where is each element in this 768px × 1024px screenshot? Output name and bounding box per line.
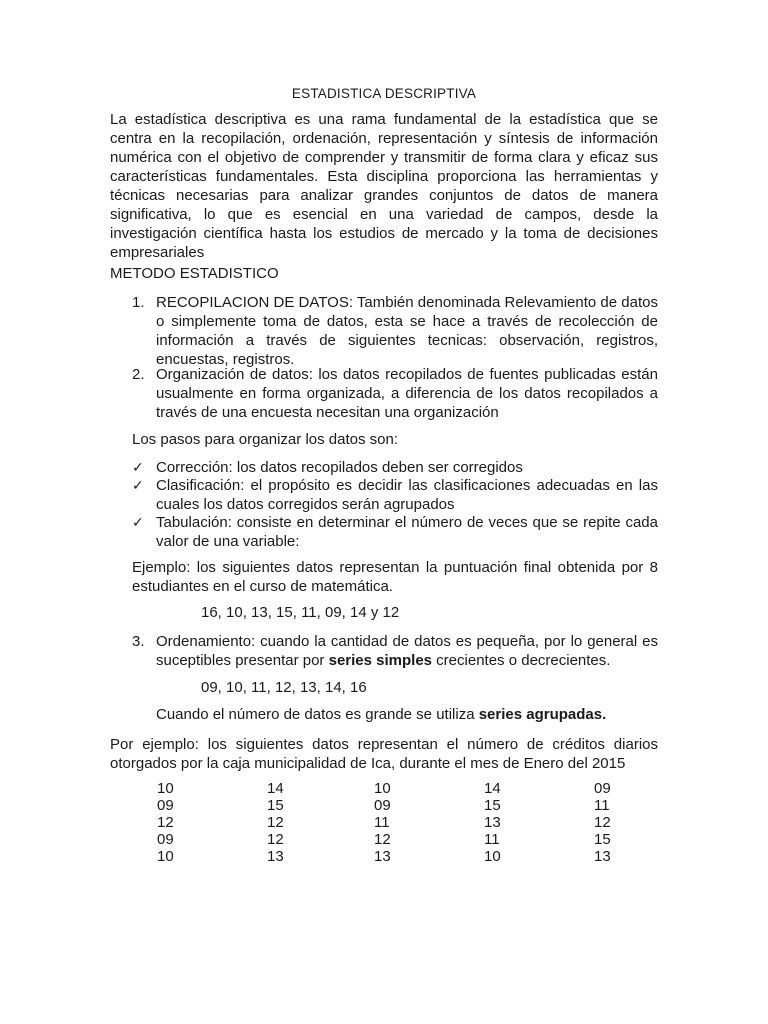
table-row — [157, 831, 634, 848]
numbered-item-2 — [132, 365, 658, 422]
item-text-before: Ordenamiento: cuando la cantidad de datos es pequeña, por lo general es suceptibles presentar por — [156, 633, 658, 669]
credits-table-body — [157, 780, 634, 865]
table-cell: 10 — [484, 848, 501, 865]
table-row — [157, 780, 634, 797]
table-cell: 14 — [267, 780, 284, 797]
credits-table — [157, 780, 634, 865]
table-cell: 12 — [374, 831, 391, 848]
table-cell: 10 — [374, 780, 391, 797]
table-cell: 11 — [374, 814, 390, 831]
check-text: Tabulación: consiste en determinar el número de veces que se repite cada valor de una variable: — [156, 514, 658, 550]
item-text: Organización de datos: los datos recopilados de fuentes publicadas están usualmente en forma organizada, a diferencia de los datos recopilados a través de una encuesta necesitan una organización — [156, 366, 658, 421]
numbered-item-1 — [132, 293, 658, 369]
table-cell: 09 — [374, 797, 391, 814]
item-number: 3. — [132, 633, 145, 650]
table-cell: 15 — [267, 797, 284, 814]
table-cell: 14 — [484, 780, 501, 797]
table-cell: 10 — [157, 848, 174, 865]
item-text-bold: series simples — [328, 652, 433, 669]
check-text: Corrección: los datos recopilados deben ser corregidos — [156, 459, 523, 476]
data-series-ordered: 09, 10, 11, 12, 13, 14, 16 — [201, 679, 367, 696]
table-cell: 09 — [594, 780, 611, 797]
table-cell: 13 — [594, 848, 611, 865]
table-row — [157, 848, 634, 865]
table-cell: 13 — [267, 848, 284, 865]
check-icon: ✓ — [132, 459, 144, 475]
method-heading: METODO ESTADISTICO — [110, 265, 279, 282]
table-row — [157, 797, 634, 814]
example-paragraph: Ejemplo: los siguientes datos representan la puntuación final obtenida por 8 estudiantes en el curso de matemática. — [132, 559, 658, 595]
table-row — [157, 814, 634, 831]
table-cell: 10 — [157, 780, 174, 797]
grouped-bold: series agrupadas. — [478, 706, 607, 723]
intro-paragraph: La estadística descriptiva es una rama fundamental de la estadística que se centra en la recopilación, ordenación, representación y síntesis de información numérica con el objetivo de comprender y transmitir de forma clara y eficaz sus características fundamentales. Esta disciplina proporciona las herramientas y técnicas necesarias para analizar grandes conjuntos de datos de manera significativa, lo que es esencial en una variedad de campos, desde la investigación científica hasta los estudios de mercado y la toma de decisiones empresariales — [110, 111, 658, 261]
table-cell: 13 — [374, 848, 391, 865]
table-cell: 15 — [594, 831, 611, 848]
check-icon: ✓ — [132, 514, 144, 530]
table-cell: 12 — [157, 814, 174, 831]
page-title: ESTADISTICA DESCRIPTIVA — [291, 86, 477, 101]
table-cell: 12 — [594, 814, 611, 831]
check-item-tabulacion — [132, 513, 658, 551]
item-text: RECOPILACION DE DATOS: También denominada Relevamiento de datos o simplemente toma de datos, esta se hace a través de recolección de información a través de siguientes tecnicas: observación, registros, encuestas, registros. — [156, 294, 658, 368]
table-cell: 11 — [594, 797, 610, 814]
table-cell: 15 — [484, 797, 501, 814]
data-series-unordered: 16, 10, 13, 15, 11, 09, 14 y 12 — [201, 604, 400, 621]
numbered-item-3 — [132, 632, 658, 670]
table-cell: 09 — [157, 797, 174, 814]
check-icon: ✓ — [132, 477, 144, 493]
steps-intro: Los pasos para organizar los datos son: — [132, 431, 398, 448]
grouped-text: Cuando el número de datos es grande se utiliza — [156, 706, 479, 723]
item-text-after: crecientes o decrecientes. — [432, 652, 611, 669]
table-cell: 13 — [484, 814, 501, 831]
table-cell: 09 — [157, 831, 174, 848]
check-item-clasificacion — [132, 476, 658, 514]
check-text: Clasificación: el propósito es decidir las clasificaciones adecuadas en las cuales los datos corregidos serán agrupados — [156, 477, 658, 513]
item-text — [156, 632, 658, 670]
table-cell: 12 — [267, 814, 284, 831]
check-item-correccion — [132, 458, 658, 477]
grouped-series-note — [156, 706, 606, 723]
por-ejemplo-paragraph: Por ejemplo: los siguientes datos representan el número de créditos diarios otorgados por la caja municipalidad de Ica, durante el mes de Enero del 2015 — [110, 736, 658, 772]
item-number: 2. — [132, 366, 145, 383]
table-cell: 11 — [484, 831, 500, 848]
table-cell: 12 — [267, 831, 284, 848]
item-number: 1. — [132, 294, 145, 311]
